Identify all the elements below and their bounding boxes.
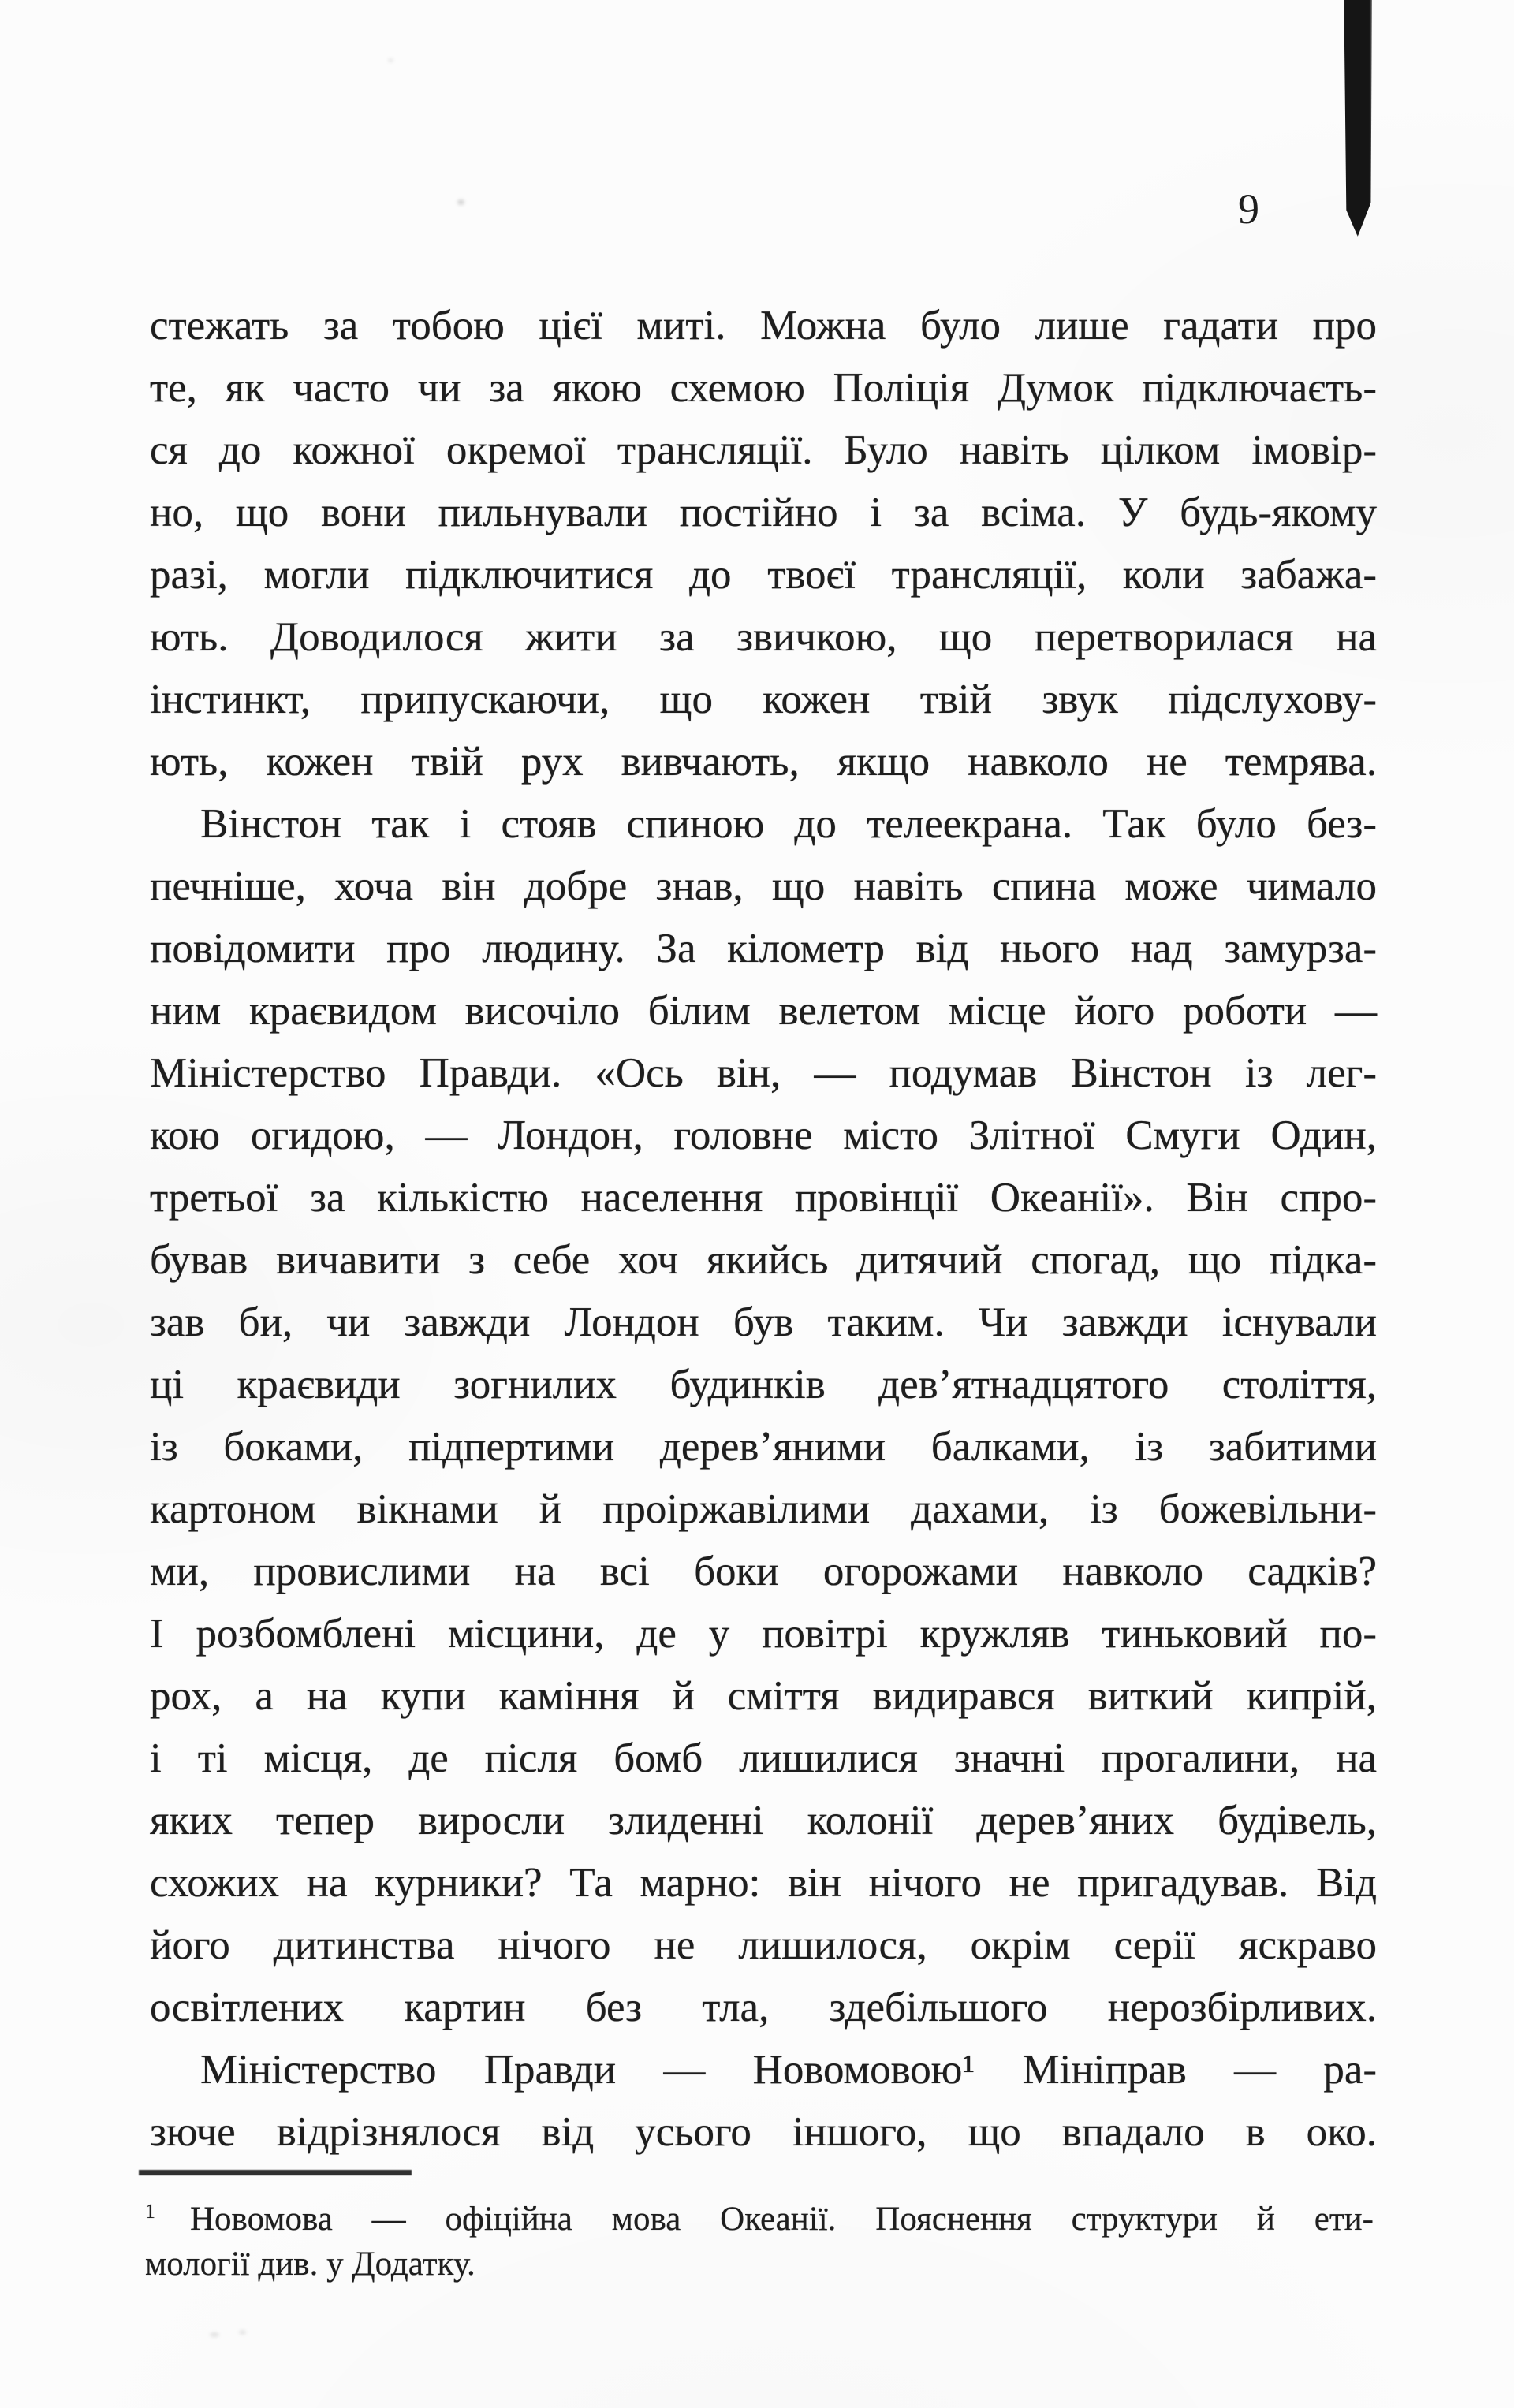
footnote-line: мології див. у Додатку.	[145, 2246, 475, 2283]
text-line: ці краєвиди зогнилих будинків дев’ятнадцятого століття,	[150, 1362, 1377, 1407]
text-line: із боками, підпертими дерев’яними балками, із забитими	[150, 1424, 1377, 1470]
text-line: Міністерство Правди. «Ось він, — подумав Вінстон із лег-	[150, 1050, 1377, 1096]
text-line: зав би, чи завжди Лондон був таким. Чи завжди існували	[150, 1299, 1377, 1345]
text-line: Міністерство Правди — Новомовою¹ Мініправ — ра-	[200, 2047, 1377, 2093]
text-line: картоном вікнами й проіржавілими дахами, із божевільни-	[150, 1486, 1377, 1532]
text-line: повідомити про людину. За кілометр від нього над замурза-	[150, 926, 1377, 971]
footnote-line	[145, 2197, 1374, 2242]
text-line: Вінстон так і стояв спиною до телеекрана. Так було без-	[200, 801, 1377, 847]
text-line: зюче відрізнялося від усього іншого, що впадало в око.	[150, 2109, 1377, 2155]
text-line: освітлених картин без тла, здебільшого нерозбірливих.	[150, 1985, 1377, 2030]
text-line: І розбомблені місцини, де у повітрі кружляв тиньковий по-	[150, 1611, 1377, 1657]
text-line: його дитинства нічого не лишилося, окрім серії яскраво	[150, 1922, 1377, 1968]
text-line: ся до кожної окремої трансляції. Було навіть цілком імовір-	[150, 427, 1377, 473]
text-line: ми, провислими на всі боки огорожами навколо садків?	[150, 1549, 1377, 1594]
scan-speck	[388, 58, 393, 62]
text-line: стежать за тобою цієї миті. Можна було лише гадати про	[150, 303, 1377, 349]
text-line: разі, могли підключитися до твоєї трансляції, коли забажа-	[150, 552, 1377, 598]
text-line: рох, а на купи каміння й сміття видирався виткий кипрій,	[150, 1673, 1377, 1719]
scan-speck	[210, 2332, 219, 2337]
page-number: 9	[1238, 185, 1260, 233]
text-line: те, як часто чи за якою схемою Поліція Думок підключаєть-	[150, 365, 1377, 411]
text-line: яких тепер виросли злиденні колонії дерев’яних будівель,	[150, 1798, 1377, 1843]
scan-speck	[457, 199, 464, 205]
text-line: но, що вони пильнували постійно і за всіма. У будь-якому	[150, 490, 1377, 535]
footnote-text: Новомова — офіційна мова Океанії. Пояснення структури й ети-	[190, 2201, 1374, 2238]
footnote-separator	[139, 2170, 412, 2175]
footnote-block	[145, 2197, 1374, 2287]
text-line: і ті місця, де після бомб лишилися значні прогалини, на	[150, 1735, 1377, 1781]
text-line: третьої за кількістю населення провінції Океанії». Він спро-	[150, 1175, 1377, 1221]
binding-shadow-bar	[1342, 0, 1372, 237]
text-line: схожих на курники? Та марно: він нічого не пригадував. Від	[150, 1860, 1377, 1906]
body-text-block	[150, 295, 1377, 2164]
text-line: ють. Доводилося жити за звичкою, що перетворилася на	[150, 614, 1377, 660]
footnote-marker: 1	[145, 2199, 155, 2223]
text-line: інстинкт, припускаючи, що кожен твій звук підслухову-	[150, 677, 1377, 722]
text-line: ним краєвидом височіло білим велетом місце його роботи —	[150, 988, 1377, 1034]
text-line: ють, кожен твій рух вивчають, якщо навколо не темрява.	[150, 739, 1377, 785]
text-line: печніше, хоча він добре знав, що навіть спина може чимало	[150, 863, 1377, 909]
scan-speck	[239, 2330, 246, 2335]
text-line: кою огидою, — Лондон, головне місто Злітної Смуги Один,	[150, 1113, 1377, 1158]
text-line: бував вичавити з себе хоч якийсь дитячий спогад, що підка-	[150, 1237, 1377, 1283]
